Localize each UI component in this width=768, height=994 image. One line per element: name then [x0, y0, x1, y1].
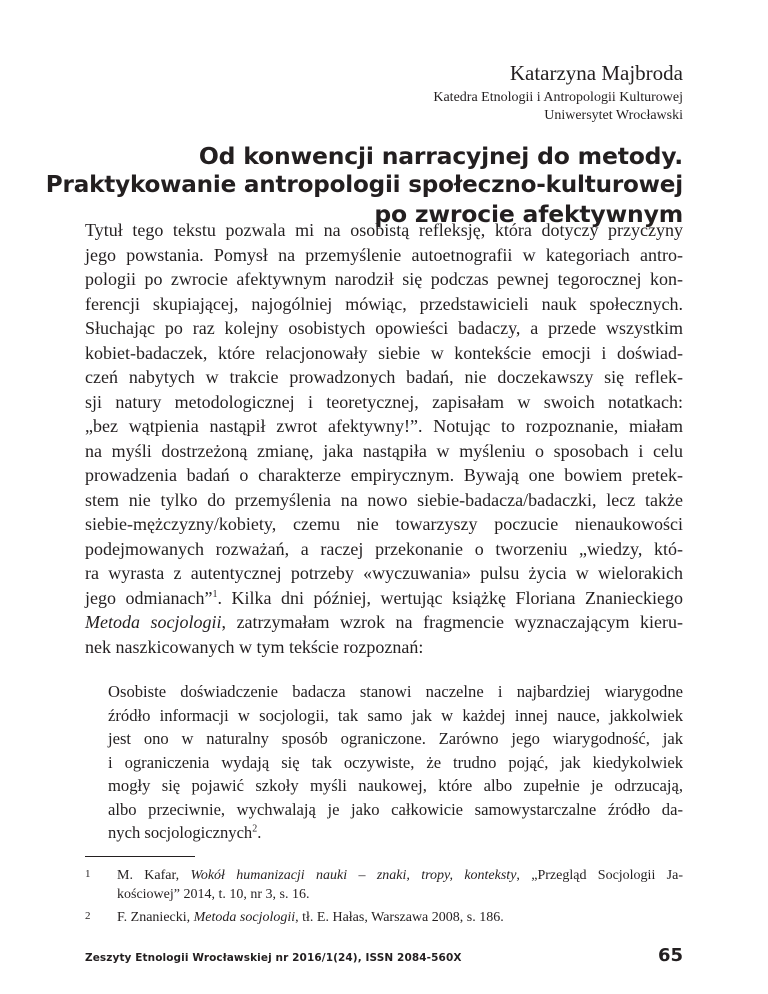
quote-line: i ograniczenia wydają się tak oczywiste, że trudno pojąć, jak kiedykolwiek — [108, 752, 683, 772]
block-quote — [108, 680, 683, 845]
quote-line — [108, 821, 683, 845]
text-segment: , tł. E. Hałas, Warszawa 2008, s. 186. — [295, 910, 504, 925]
article-title — [43, 142, 683, 229]
footnote-text — [117, 908, 683, 927]
footnote-1 — [85, 866, 683, 904]
cited-title: Wokół humanizacji nauki – znaki, tropy, konteksty — [190, 868, 517, 883]
text-line — [85, 610, 683, 635]
text-line: podejmowanych rozważań, a raczej przekonanie o tworzeniu „wiedzy, któ- — [85, 538, 683, 559]
footnote-2 — [85, 908, 683, 927]
footnote-line — [117, 908, 683, 927]
footnote-divider — [85, 856, 195, 857]
affiliation-university: Uniwersytet Wrocławski — [544, 108, 683, 123]
text-line: jego powstania. Pomysł na przemyślenie autoetnografii w kategoriach antro- — [85, 244, 683, 265]
author-block — [433, 60, 683, 125]
quote-line: albo przeciwnie, wychwalają je jako całkowicie samowystarczalne źródło da- — [108, 799, 683, 819]
title-line: Od konwencji narracyjnej do metody. — [198, 142, 683, 170]
text-segment: , zatrzymałam wzrok na fragmencie wyznaczającym kieru- — [221, 612, 683, 632]
title-line: Praktykowanie antropologii społeczno-kulturowej — [45, 172, 683, 198]
page-number: 65 — [657, 945, 683, 966]
text-segment: . — [257, 823, 262, 842]
article-body — [85, 218, 683, 845]
text-line: sji natury metodologicznej i teoretycznej, zapisałam w swoich notatkach: — [85, 391, 683, 412]
text-line: czeń nabytych w trakcie prowadzonych badań, nie doczekawszy się reflek- — [85, 367, 683, 387]
text-segment: nych socjologicznych — [108, 823, 253, 842]
title-line: po zwrocie afektywnym — [374, 200, 683, 228]
text-line: kobiet-badaczek, które relacjonowały siebie w kontekście emocji i doświad- — [85, 342, 683, 363]
text-line: ra wyrasta z autentycznej potrzeby «wyczuwania» pulsu życia w wielorakich — [85, 563, 683, 583]
quote-line: źródło informacji w socjologii, tak samo jak w każdej innej nauce, jakkolwiek — [108, 705, 683, 725]
author-name: Katarzyna Majbroda — [509, 61, 683, 85]
page-footer — [85, 944, 683, 966]
text-segment: F. Znaniecki, — [117, 910, 194, 925]
footnote-line: kościowej” 2014, t. 10, nr 3, s. 16. — [117, 887, 310, 902]
text-line: pologii po zwrocie afektywnym narodził się podczas pewnej tegorocznej kon- — [85, 269, 683, 289]
text-line: ferencji skupiającej, najogólniej mówiąc, przedstawicieli nauk społecznych. — [85, 293, 683, 314]
footnote-text — [117, 866, 683, 904]
text-line: prowadzenia badań o charakterze empirycznym. Bywają one bowiem pretek- — [85, 465, 683, 485]
quote-line: mogły się pojawić szkoły myśli naukowej, które albo zupełnie je odrzucają, — [108, 776, 683, 795]
text-line: nek naszkicowanych w tym tekście rozpoznań: — [85, 636, 424, 657]
footnotes — [85, 866, 683, 931]
text-segment: jego odmianach” — [85, 587, 213, 608]
footnote-ref-2[interactable]: 2 — [252, 823, 258, 835]
text-line: Słuchając po raz kolejny osobistych opowieści badaczy, a przede wszystkim — [85, 318, 683, 338]
affiliation-department: Katedra Etnologii i Antropologii Kulturowej — [433, 90, 683, 105]
footnote-number: 2 — [85, 910, 91, 922]
text-line: stem nie tylko do przemyślenia na nowo siebie-badacza/badaczki, lecz także — [85, 489, 683, 510]
footnote-ref-1[interactable]: 1 — [212, 588, 218, 600]
text-line: „bez wątpienia nastąpił zwrot afektywny!”. Notując to rozpoznanie, miałam — [85, 416, 683, 436]
text-line: siebie-mężczyzny/kobiety, czemu nie towarzyszy poczucie nienaukowości — [85, 514, 683, 534]
body-paragraph — [85, 218, 683, 659]
text-line: Tytuł tego tekstu pozwala mi na osobistą refleksję, która dotyczy przyczyny — [85, 220, 683, 240]
footnote-number: 1 — [85, 868, 91, 880]
text-segment: M. Kafar, — [117, 868, 191, 883]
book-title: Metoda socjologii — [85, 612, 222, 632]
text-segment: . Kilka dni później, wertując książkę Floriana Znanieckiego — [217, 587, 683, 608]
quote-line: Osobiste doświadczenie badacza stanowi naczelne i najbardziej wiarygodne — [108, 682, 683, 701]
text-segment: , „Przegląd Socjologii Ja- — [516, 868, 684, 883]
text-line — [85, 586, 683, 611]
cited-title: Metoda socjologii — [193, 910, 296, 925]
journal-citation: Zeszyty Etnologii Wrocławskiej nr 2016/1(24), ISSN 2084-560X — [85, 952, 462, 964]
footnote-line — [117, 866, 683, 885]
text-line: na myśli dostrzeżoną zmianę, jaka nastąpiła w myśleniu o sposobach i celu — [85, 440, 683, 461]
quote-line: jest ono w naturalny sposób ograniczone. Zarówno jego wiarygodność, jak — [108, 729, 683, 748]
